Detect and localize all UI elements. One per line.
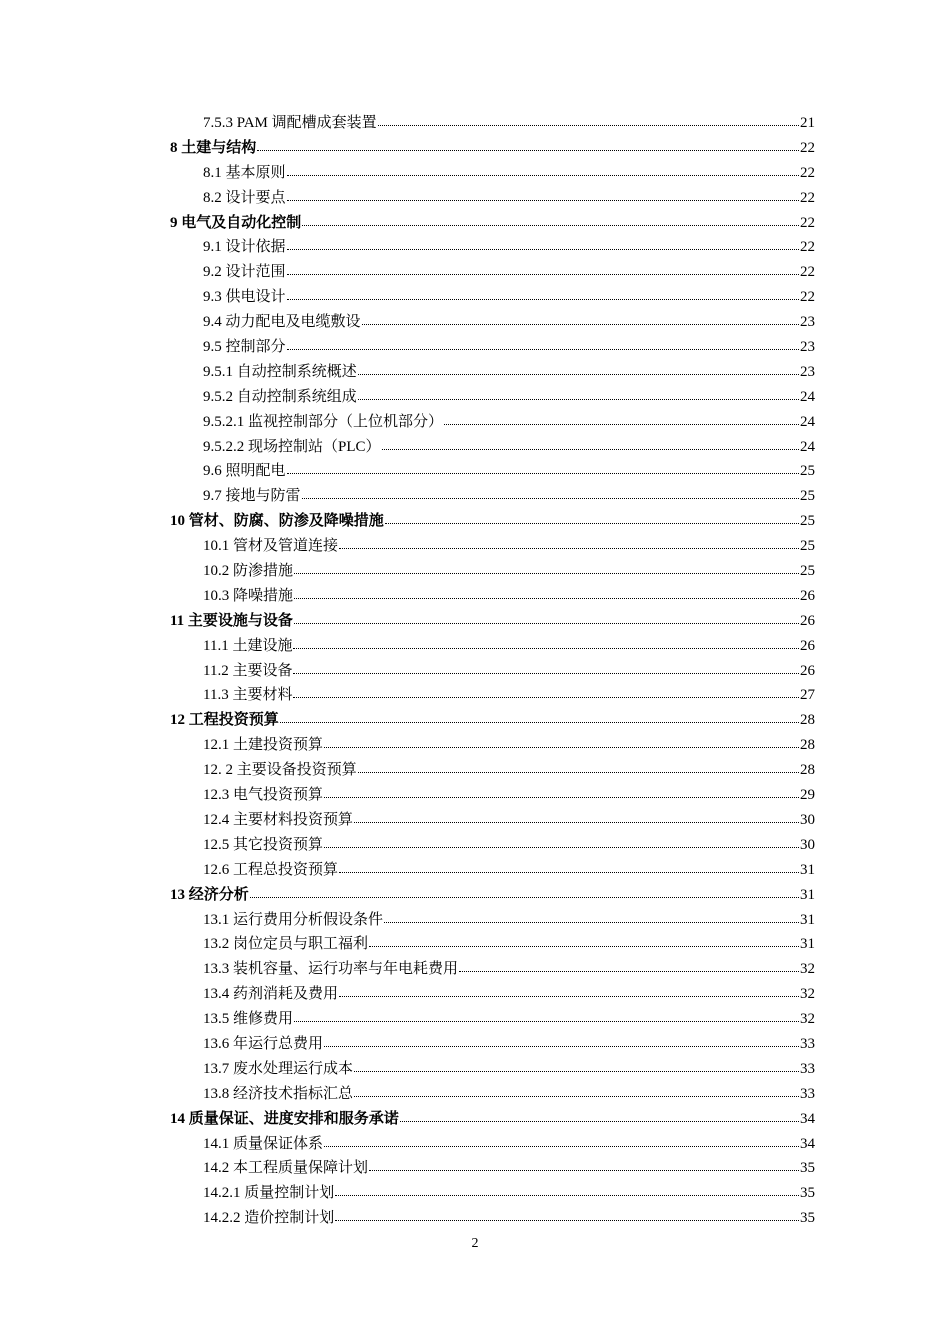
table-of-contents (170, 111, 815, 1231)
toc-entry-page-number: 26 (800, 587, 815, 604)
toc-entry-page-number: 22 (800, 189, 815, 206)
toc-entry[interactable] (170, 1107, 815, 1132)
toc-dot-leader (287, 248, 799, 250)
toc-entry-page-number: 26 (800, 612, 815, 629)
toc-entry[interactable] (170, 758, 815, 783)
toc-entry-title: 11.1 土建设施 (203, 637, 293, 654)
toc-entry-title: 9.2 设计范围 (203, 264, 286, 281)
toc-dot-leader (324, 796, 799, 798)
toc-entry[interactable] (170, 659, 815, 684)
toc-entry-title: 13 经济分析 (170, 886, 249, 903)
toc-entry-page-number: 35 (800, 1185, 815, 1202)
toc-dot-leader (339, 995, 799, 997)
toc-dot-leader (385, 522, 799, 524)
toc-entry[interactable] (170, 733, 815, 758)
toc-dot-leader (287, 472, 799, 474)
toc-entry-page-number: 28 (800, 712, 815, 729)
toc-dot-leader (354, 821, 799, 823)
toc-entry[interactable] (170, 410, 815, 435)
toc-entry[interactable] (170, 808, 815, 833)
toc-entry-title: 12 工程投资预算 (170, 712, 279, 729)
toc-entry[interactable] (170, 136, 815, 161)
toc-dot-leader (287, 174, 799, 176)
toc-entry-page-number: 31 (800, 936, 815, 953)
toc-entry[interactable] (170, 1007, 815, 1032)
toc-entry-title: 9.5.1 自动控制系统概述 (203, 363, 357, 380)
toc-entry-page-number: 34 (800, 1135, 815, 1152)
toc-entry-title: 13.5 维修费用 (203, 1011, 294, 1028)
toc-entry-page-number: 33 (800, 1085, 815, 1102)
toc-entry[interactable] (170, 932, 815, 957)
toc-entry-page-number: 23 (800, 363, 815, 380)
toc-dot-leader (287, 199, 799, 201)
toc-entry[interactable] (170, 683, 815, 708)
toc-entry[interactable] (170, 260, 815, 285)
toc-dot-leader (294, 622, 799, 624)
toc-entry-title: 11 主要设施与设备 (170, 612, 293, 629)
toc-entry-page-number: 24 (800, 413, 815, 430)
toc-entry-title: 13.6 年运行总费用 (203, 1035, 324, 1052)
toc-entry-page-number: 26 (800, 662, 815, 679)
toc-dot-leader (369, 1169, 799, 1171)
toc-entry-title: 14.2 本工程质量保障计划 (203, 1160, 369, 1177)
toc-entry-page-number: 24 (800, 438, 815, 455)
toc-entry-page-number: 31 (800, 861, 815, 878)
toc-entry[interactable] (170, 211, 815, 236)
toc-entry-title: 13.8 经济技术指标汇总 (203, 1085, 354, 1102)
toc-entry[interactable] (170, 609, 815, 634)
toc-entry-title: 9.5.2.2 现场控制站（PLC） (203, 438, 381, 455)
toc-entry-title: 8 土建与结构 (170, 139, 257, 156)
toc-entry[interactable] (170, 1156, 815, 1181)
toc-entry-page-number: 32 (800, 986, 815, 1003)
toc-entry-page-number: 27 (800, 687, 815, 704)
toc-entry-title: 11.2 主要设备 (203, 662, 293, 679)
toc-entry[interactable] (170, 1032, 815, 1057)
toc-entry-title: 12.1 土建投资预算 (203, 737, 324, 754)
toc-entry-page-number: 30 (800, 811, 815, 828)
toc-entry[interactable] (170, 1206, 815, 1231)
toc-entry-page-number: 31 (800, 911, 815, 928)
toc-entry[interactable] (170, 186, 815, 211)
toc-entry-title: 9.6 照明配电 (203, 463, 286, 480)
toc-dot-leader (335, 1194, 799, 1196)
toc-dot-leader (324, 746, 799, 748)
toc-dot-leader (293, 696, 799, 698)
toc-dot-leader (335, 1219, 799, 1221)
toc-entry-title: 14.2.2 造价控制计划 (203, 1210, 335, 1227)
toc-entry[interactable] (170, 161, 815, 186)
toc-dot-leader (358, 398, 799, 400)
toc-entry[interactable] (170, 310, 815, 335)
toc-dot-leader (362, 323, 799, 325)
toc-entry[interactable] (170, 335, 815, 360)
toc-entry[interactable] (170, 908, 815, 933)
toc-entry[interactable] (170, 783, 815, 808)
toc-dot-leader (302, 497, 799, 499)
toc-entry[interactable] (170, 509, 815, 534)
toc-entry-page-number: 33 (800, 1060, 815, 1077)
toc-entry-page-number: 26 (800, 637, 815, 654)
toc-entry[interactable] (170, 1082, 815, 1107)
toc-entry-title: 9.1 设计依据 (203, 239, 286, 256)
toc-entry-title: 9.3 供电设计 (203, 289, 286, 306)
toc-dot-leader (287, 298, 799, 300)
toc-dot-leader (358, 771, 799, 773)
toc-dot-leader (378, 124, 799, 126)
toc-entry[interactable] (170, 1057, 815, 1082)
toc-entry-page-number: 22 (800, 164, 815, 181)
toc-entry-title: 7.5.3 PAM 调配槽成套装置 (203, 115, 377, 131)
toc-dot-leader (294, 597, 799, 599)
toc-entry-page-number: 21 (800, 115, 815, 131)
toc-entry-title: 8.1 基本原则 (203, 164, 286, 181)
toc-dot-leader (339, 871, 799, 873)
toc-entry[interactable] (170, 1132, 815, 1157)
toc-dot-leader (280, 721, 799, 723)
toc-entry-page-number: 31 (800, 886, 815, 903)
toc-entry-title: 9.4 动力配电及电缆敷设 (203, 314, 361, 331)
toc-entry-page-number: 29 (800, 787, 815, 804)
toc-entry-title: 12.5 其它投资预算 (203, 836, 324, 853)
toc-entry[interactable] (170, 111, 815, 136)
toc-entry-page-number: 32 (800, 1011, 815, 1028)
toc-entry-title: 12. 2 主要设备投资预算 (203, 762, 357, 779)
toc-entry-page-number: 28 (800, 762, 815, 779)
toc-dot-leader (293, 647, 799, 649)
toc-entry-title: 8.2 设计要点 (203, 189, 286, 206)
toc-entry[interactable] (170, 634, 815, 659)
toc-entry-title: 10 管材、防腐、防渗及降噪措施 (170, 513, 384, 530)
toc-dot-leader (287, 348, 799, 350)
toc-entry-page-number: 35 (800, 1210, 815, 1227)
toc-entry-page-number: 23 (800, 339, 815, 356)
toc-dot-leader (369, 945, 799, 947)
toc-entry-page-number: 22 (800, 264, 815, 281)
toc-entry-title: 14.2.1 质量控制计划 (203, 1185, 335, 1202)
toc-entry-page-number: 34 (800, 1110, 815, 1127)
toc-entry-title: 12.6 工程总投资预算 (203, 861, 339, 878)
toc-dot-leader (354, 1070, 799, 1072)
toc-entry-page-number: 25 (800, 538, 815, 555)
toc-entry-title: 9.7 接地与防雷 (203, 488, 301, 505)
toc-entry-page-number: 22 (800, 239, 815, 256)
toc-dot-leader (257, 149, 799, 151)
toc-dot-leader (354, 1095, 799, 1097)
toc-entry-title: 13.7 废水处理运行成本 (203, 1060, 354, 1077)
toc-dot-leader (287, 273, 799, 275)
toc-entry-title: 9.5.2 自动控制系统组成 (203, 388, 357, 405)
toc-entry-page-number: 32 (800, 961, 815, 978)
toc-dot-leader (250, 896, 799, 898)
toc-entry-page-number: 30 (800, 836, 815, 853)
toc-entry-page-number: 22 (800, 289, 815, 306)
toc-entry-page-number: 25 (800, 463, 815, 480)
toc-entry[interactable] (170, 484, 815, 509)
toc-dot-leader (382, 448, 799, 450)
toc-dot-leader (302, 224, 799, 226)
toc-entry-title: 13.4 药剂消耗及费用 (203, 986, 339, 1003)
toc-dot-leader (339, 547, 799, 549)
toc-entry-page-number: 25 (800, 488, 815, 505)
toc-entry[interactable] (170, 285, 815, 310)
toc-entry[interactable] (170, 858, 815, 883)
toc-entry[interactable] (170, 360, 815, 385)
toc-entry-title: 14.1 质量保证体系 (203, 1135, 324, 1152)
toc-entry[interactable] (170, 235, 815, 260)
toc-dot-leader (293, 672, 799, 674)
toc-entry-page-number: 23 (800, 314, 815, 331)
page-number: 2 (471, 1236, 479, 1251)
toc-entry-title: 12.4 主要材料投资预算 (203, 811, 354, 828)
toc-entry-title: 12.3 电气投资预算 (203, 787, 324, 804)
toc-entry-title: 9 电气及自动化控制 (170, 214, 302, 231)
toc-entry-page-number: 24 (800, 388, 815, 405)
toc-entry[interactable] (170, 1181, 815, 1206)
toc-entry-page-number: 22 (800, 214, 815, 231)
toc-entry-title: 13.1 运行费用分析假设条件 (203, 911, 384, 928)
toc-entry-title: 14 质量保证、进度安排和服务承诺 (170, 1110, 399, 1127)
toc-entry[interactable] (170, 435, 815, 460)
toc-entry[interactable] (170, 833, 815, 858)
toc-entry-page-number: 35 (800, 1160, 815, 1177)
toc-dot-leader (324, 1045, 799, 1047)
toc-entry[interactable] (170, 957, 815, 982)
toc-entry[interactable] (170, 883, 815, 908)
toc-dot-leader (400, 1120, 799, 1122)
toc-dot-leader (294, 572, 799, 574)
toc-dot-leader (324, 1145, 799, 1147)
toc-entry-page-number: 25 (800, 563, 815, 580)
toc-entry-title: 13.3 装机容量、运行功率与年电耗费用 (203, 961, 459, 978)
toc-entry[interactable] (170, 584, 815, 609)
toc-entry-page-number: 28 (800, 737, 815, 754)
toc-entry-page-number: 25 (800, 513, 815, 530)
toc-entry-title: 13.2 岗位定员与职工福利 (203, 936, 369, 953)
toc-entry-page-number: 22 (800, 139, 815, 156)
toc-entry-title: 10.1 管材及管道连接 (203, 538, 339, 555)
toc-dot-leader (324, 846, 799, 848)
toc-entry[interactable] (170, 559, 815, 584)
toc-dot-leader (358, 373, 799, 375)
toc-entry-title: 10.3 降噪措施 (203, 587, 294, 604)
toc-entry-title: 11.3 主要材料 (203, 687, 293, 704)
toc-entry-title: 10.2 防渗措施 (203, 563, 294, 580)
toc-dot-leader (384, 921, 799, 923)
toc-dot-leader (459, 970, 799, 972)
toc-entry-title: 9.5.2.1 监视控制部分（上位机部分） (203, 413, 444, 430)
toc-entry[interactable] (170, 534, 815, 559)
toc-entry[interactable] (170, 385, 815, 410)
toc-entry-title: 9.5 控制部分 (203, 339, 286, 356)
toc-dot-leader (294, 1020, 799, 1022)
toc-entry[interactable] (170, 459, 815, 484)
toc-entry[interactable] (170, 982, 815, 1007)
toc-dot-leader (444, 423, 799, 425)
toc-entry-page-number: 33 (800, 1035, 815, 1052)
toc-entry[interactable] (170, 708, 815, 733)
